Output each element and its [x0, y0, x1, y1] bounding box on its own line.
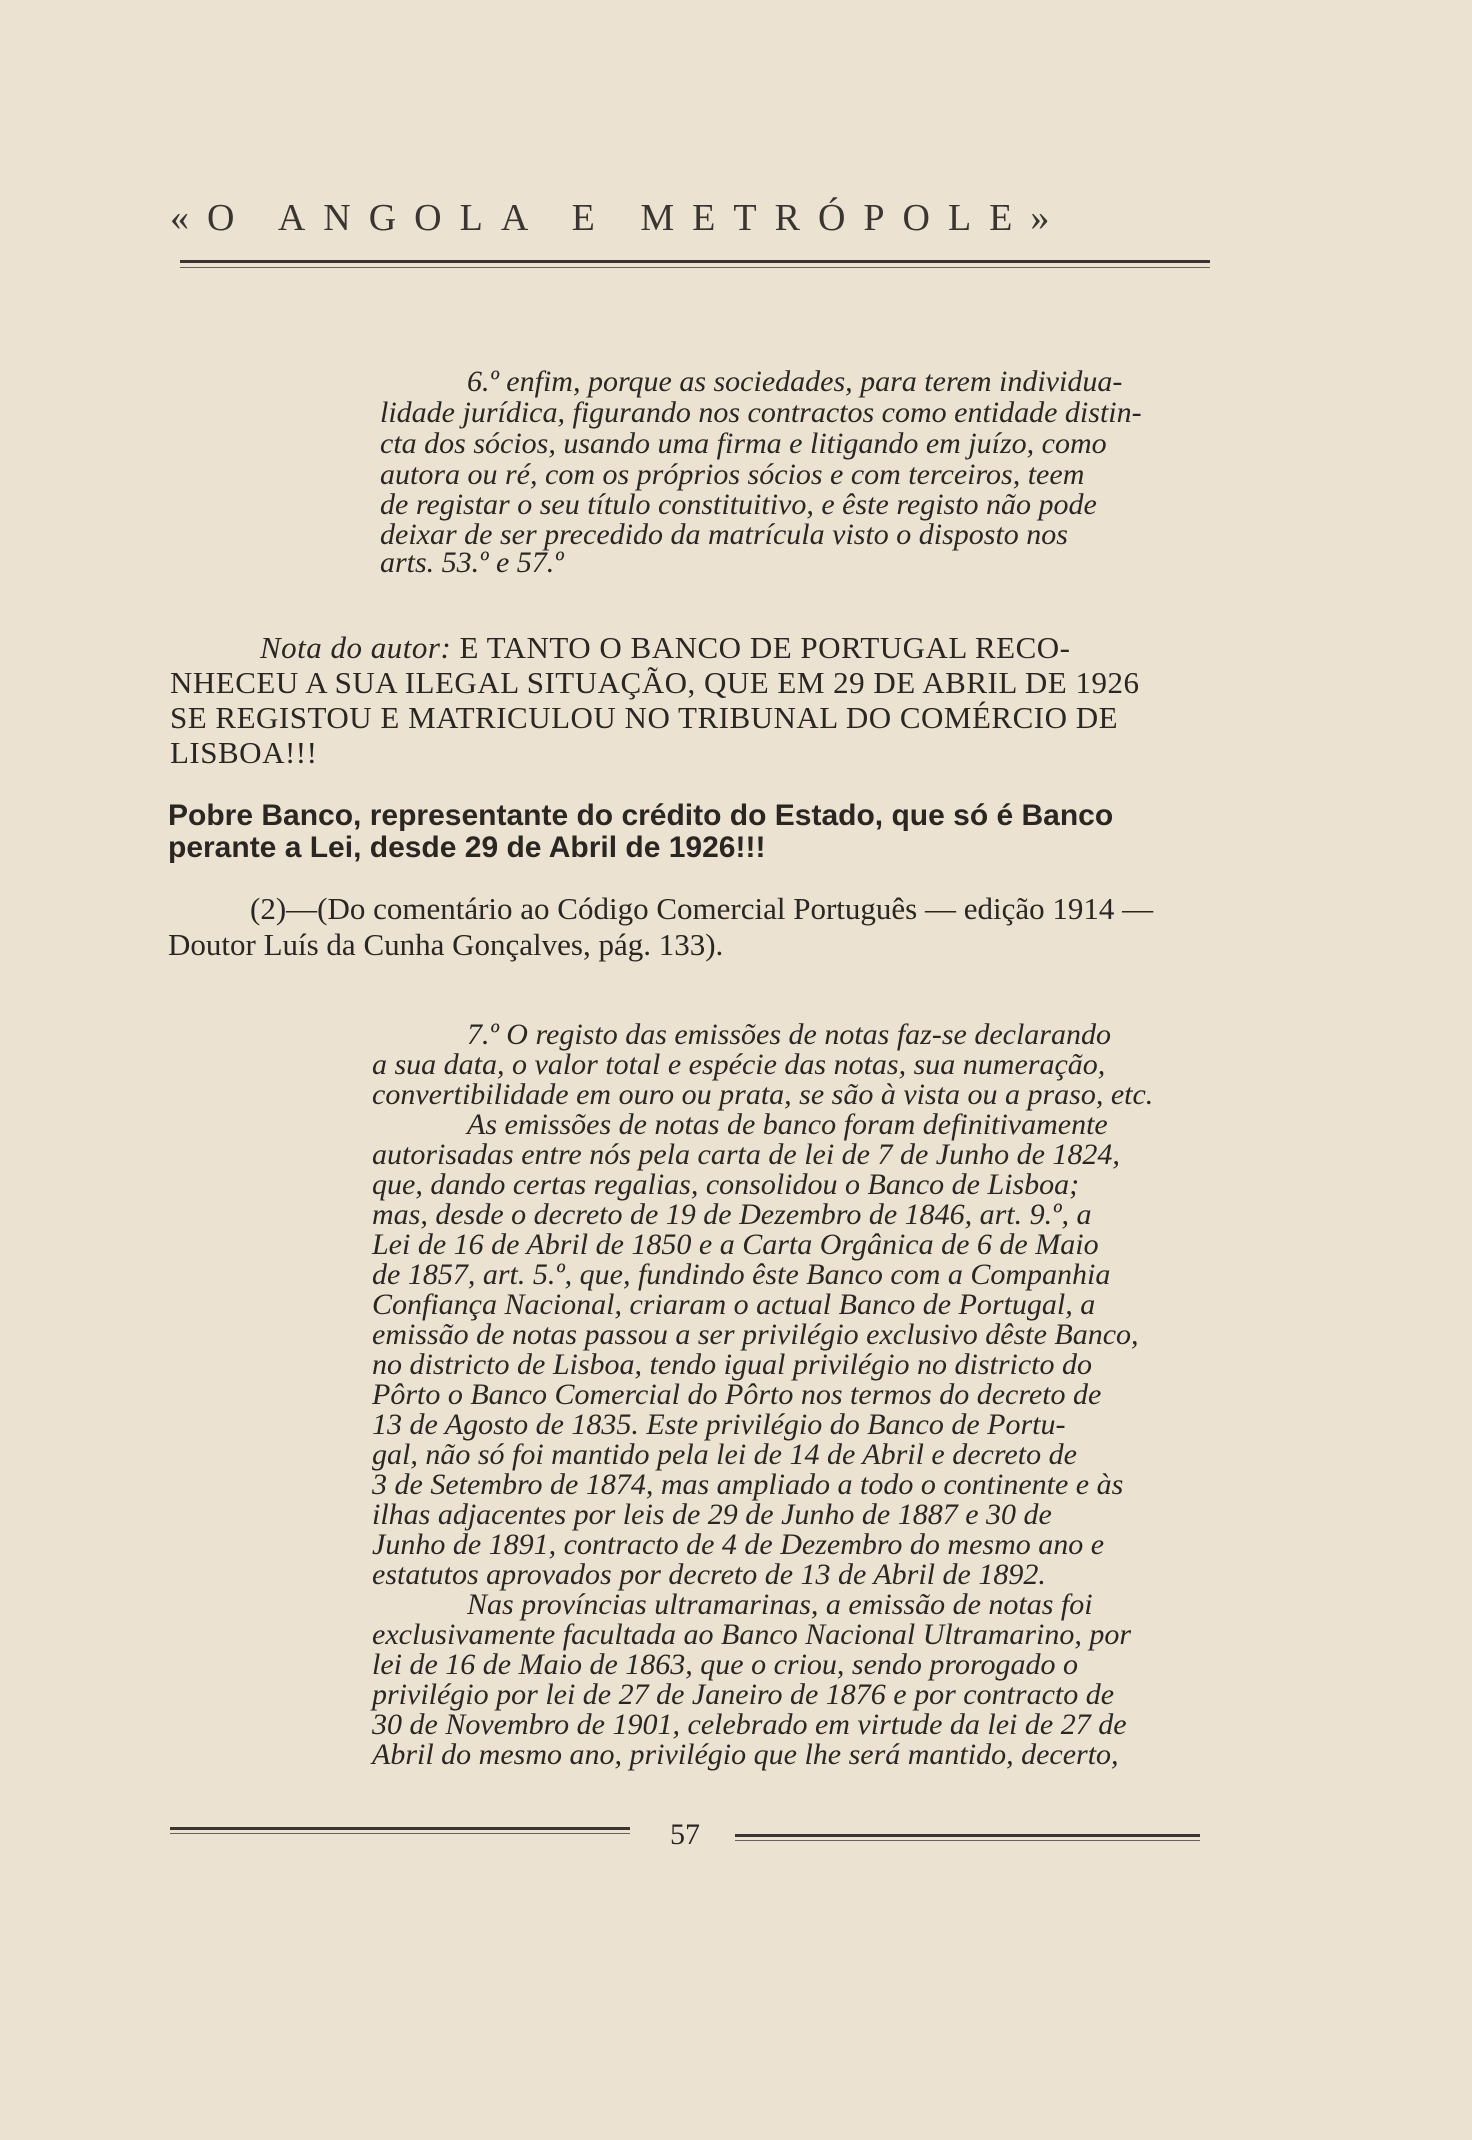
text-line: 30 de Novembro de 1901, celebrado em virtude da lei de 27 de	[372, 1708, 1127, 1741]
footer-rule-right	[735, 1834, 1200, 1841]
page-number: 57	[670, 1818, 700, 1851]
text-line: (2)—(Do comentário ao Código Comercial Português — edição 1914 —	[250, 891, 1154, 926]
text-line: Junho de 1891, contracto de 4 de Dezembro do mesmo ano e	[372, 1528, 1105, 1561]
running-header: «O ANGOLA E METRÓPOLE»	[170, 197, 1068, 239]
header-rule	[180, 260, 1210, 268]
text-line: convertibilidade em ouro ou prata, se são à vista ou a praso, etc.	[372, 1078, 1154, 1111]
text-line: Doutor Luís da Cunha Gonçalves, pág. 133).	[168, 927, 724, 962]
text-line: Nas províncias ultramarinas, a emissão de notas foi	[467, 1588, 1093, 1621]
text-line: Abril do mesmo ano, privilégio que lhe será mantido, decerto,	[372, 1738, 1119, 1771]
text-line: 7.º O registo das emissões de notas faz-se declarando	[467, 1018, 1111, 1051]
text-line: cta dos sócios, usando uma firma e litigando em juízo, como	[380, 427, 1107, 460]
text-line: no districto de Lisboa, tendo igual privilégio no districto do	[372, 1348, 1092, 1381]
text-line: arts. 53.º e 57.º	[380, 546, 564, 579]
text-line: Pobre Banco, representante do crédito do Estado, que só é Banco	[168, 799, 1114, 832]
text-line: 6.º enfim, porque as sociedades, para terem individua-	[467, 365, 1123, 398]
text-line: estatutos aprovados por decreto de 13 de Abril de 1892.	[372, 1558, 1046, 1591]
text-line: LISBOA!!!	[170, 735, 318, 770]
text-line: de registar o seu título constituitivo, e êste registo não pode	[380, 488, 1097, 521]
text-line: ilhas adjacentes por leis de 29 de Junho de 1887 e 30 de	[372, 1498, 1052, 1531]
text-line: emissão de notas passou a ser privilégio exclusivo dêste Banco,	[372, 1318, 1139, 1351]
text-line: lei de 16 de Maio de 1863, que o criou, sendo prorogado o	[372, 1648, 1079, 1681]
text-line: lidade jurídica, figurando nos contractos como entidade distin-	[380, 396, 1142, 429]
text-line: autorisadas entre nós pela carta de lei de 7 de Junho de 1824,	[372, 1138, 1120, 1171]
text-line: autora ou ré, com os próprios sócios e com terceiros, teem	[380, 458, 1085, 491]
note-label: Nota do autor:	[260, 630, 452, 665]
text-line: NHECEU A SUA ILEGAL SITUAÇÃO, QUE EM 29 DE ABRIL DE 1926	[170, 665, 1140, 700]
text-line: As emissões de notas de banco foram definitivamente	[467, 1108, 1108, 1141]
text-line: 3 de Setembro de 1874, mas ampliado a todo o continente e às	[372, 1468, 1124, 1501]
text-line: Lei de 16 de Abril de 1850 e a Carta Orgânica de 6 de Maio	[372, 1228, 1099, 1261]
note-first-line	[260, 632, 1070, 663]
text-line: que, dando certas regalias, consolidou o Banco de Lisboa;	[372, 1168, 1080, 1201]
text-line: deixar de ser precedido da matrícula visto o disposto nos	[380, 518, 1068, 551]
text-line: Confiança Nacional, criaram o actual Banco de Portugal, a	[372, 1288, 1096, 1321]
text-line: 13 de Agosto de 1835. Este privilégio do Banco de Portu-	[372, 1408, 1066, 1441]
text-line: privilégio por lei de 27 de Janeiro de 1876 e por contracto de	[372, 1678, 1115, 1711]
footer-rule-left	[170, 1827, 630, 1834]
text-line: de 1857, art. 5.º, que, fundindo êste Banco com a Companhia	[372, 1258, 1111, 1291]
text-line: mas, desde o decreto de 19 de Dezembro de 1846, art. 9.º, a	[372, 1198, 1092, 1231]
note-text: E TANTO O BANCO DE PORTUGAL RECO-	[451, 630, 1071, 665]
text-line: perante a Lei, desde 29 de Abril de 1926!!!	[168, 831, 766, 864]
text-line: a sua data, o valor total e espécie das notas, sua numeração,	[372, 1048, 1106, 1081]
text-line: SE REGISTOU E MATRICULOU NO TRIBUNAL DO COMÉRCIO DE	[170, 700, 1119, 735]
text-line: gal, não só foi mantido pela lei de 14 de Abril e decreto de	[372, 1438, 1077, 1471]
text-line: Pôrto o Banco Comercial do Pôrto nos termos do decreto de	[372, 1378, 1102, 1411]
text-line: exclusivamente facultada ao Banco Nacional Ultramarino, por	[372, 1618, 1132, 1651]
